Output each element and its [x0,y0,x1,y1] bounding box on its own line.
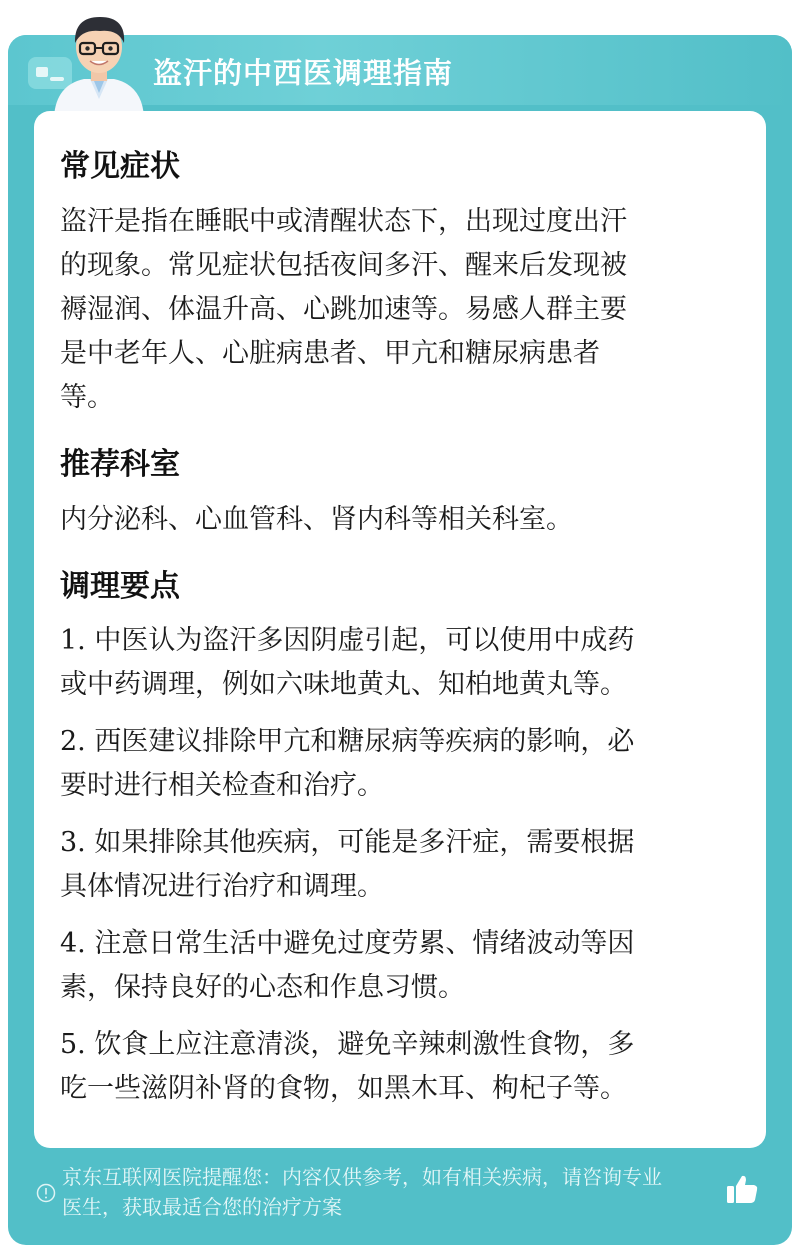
guide-panel [8,35,792,1245]
disclaimer-line-1: 京东互联网医院提醒您：内容仅供参考，如有相关疾病，请咨询专业 [62,1165,662,1189]
care-item-3-line-1 [60,821,750,865]
care-item-2-number: 2. [60,726,86,757]
disclaimer-line-2: 医生，获取最适合您的治疗方案 [62,1195,342,1219]
section-title-care-points: 调理要点 [60,569,180,604]
care-item-4-number: 4. [60,928,86,959]
care-item-1-line-2: 或中药调理，例如六味地黄丸、知柏地黄丸等。 [60,669,627,700]
care-item-4-line-1 [60,922,750,966]
content-card [34,111,766,1148]
care-item-1-number: 1. [60,625,86,656]
care-item-4-line-2: 素，保持良好的心态和作息习惯。 [60,972,465,1003]
symptoms-line-1: 盗汗是指在睡眠中或清醒状态下，出现过度出汗 [60,206,627,237]
care-item-2-line-1 [60,720,750,764]
care-item-5-line-1 [60,1023,750,1067]
care-item-4-text-1: 注意日常生活中避免过度劳累、情绪波动等因 [94,928,635,959]
care-item-5-number: 5. [60,1029,86,1060]
care-item-3-number: 3. [60,827,86,858]
symptoms-line-4: 是中老年人、心脏病患者、甲亢和糖尿病患者 [60,338,600,369]
thumbs-up-icon[interactable] [724,1171,760,1207]
care-item-5-text-1: 饮食上应注意清淡，避免辛辣刺激性食物，多 [94,1029,635,1060]
section-title-departments: 推荐科室 [60,447,180,482]
symptoms-line-5: 等。 [60,382,114,413]
care-item-2-line-2: 要时进行相关检查和治疗。 [60,770,384,801]
info-icon [36,1183,56,1203]
symptoms-line-3: 褥湿润、体温升高、心跳加速等。易感人群主要 [60,294,627,325]
doctor-avatar [44,7,154,117]
symptoms-line-2: 的现象。常见症状包括夜间多汗、醒来后发现被 [60,250,627,281]
care-item-3-text-1: 如果排除其他疾病，可能是多汗症，需要根据 [94,827,635,858]
care-item-3-line-2: 具体情况进行治疗和调理。 [60,871,384,902]
care-item-1-text-1: 中医认为盗汗多因阴虚引起，可以使用中成药 [94,625,635,656]
care-item-1-line-1 [60,619,750,663]
page-title: 盗汗的中西医调理指南 [153,56,454,90]
disclaimer [62,1162,734,1222]
section-title-symptoms: 常见症状 [60,149,180,184]
care-item-5-line-2: 吃一些滋阴补肾的食物，如黑木耳、枸杞子等。 [60,1073,627,1104]
departments-line-1: 内分泌科、心血管科、肾内科等相关科室。 [60,504,573,535]
care-item-2-text-1: 西医建议排除甲亢和糖尿病等疾病的影响，必 [94,726,635,757]
